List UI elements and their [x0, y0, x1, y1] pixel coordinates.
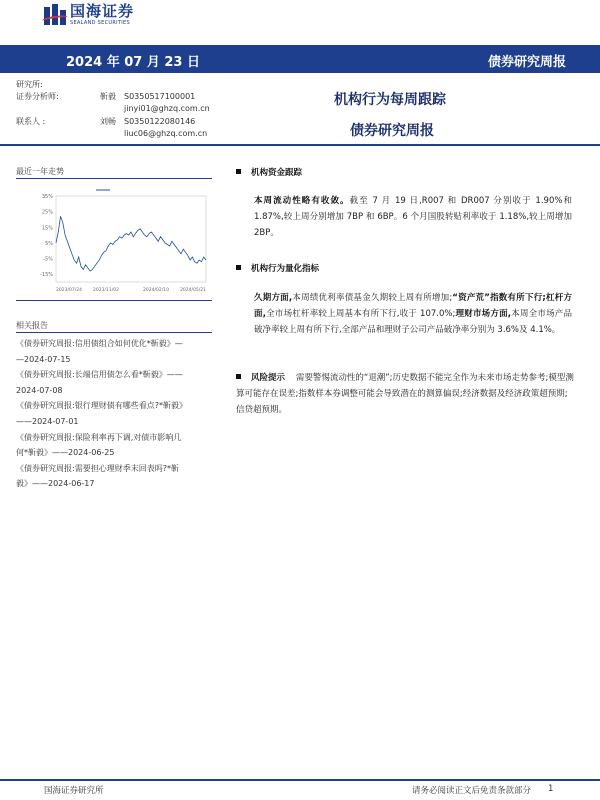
institute-label: 研究所:	[16, 80, 43, 89]
footer-disclaimer: 请务必阅读正文后免责条款部分	[412, 786, 532, 796]
related-line[interactable]: 《债券研究周报:长端信用债怎么看*靳毅》——	[16, 370, 183, 380]
analyst-cert: S0350517100001	[124, 92, 196, 102]
trend-chart	[34, 184, 210, 300]
y-tick-label: 25%	[41, 209, 53, 216]
related-line[interactable]: 《债券研究周报:需要担心理财季末回表吗?*靳	[16, 463, 179, 473]
quant-paragraph: 久期方面,本周绩优利率债基金久期较上周有所增加;“资产荒”指数有所下行;杠杆方面,全市场杠杆率较上周基本有所下行,收于 107.0%;理财市场方面,本周全市场产品破净率较上周有所下行,全部产品和理财子公司产品破净率分别为 3.6%及 4.1%。	[254, 293, 573, 336]
logo-name-cn: 国海证券	[70, 2, 135, 20]
contact-label: 联系人 :	[16, 116, 46, 126]
logo-mark-icon	[44, 4, 66, 26]
report-title: 机构行为每周跟踪	[334, 92, 446, 108]
related-divider	[16, 332, 212, 333]
chart-frame	[56, 196, 206, 282]
section-heading-quant: 机构行为量化指标	[236, 262, 319, 274]
related-reports-list	[16, 336, 216, 492]
quant-asset-index: “资产荒”指数有所下行;	[452, 293, 546, 303]
trend-label: 最近一年走势	[16, 167, 64, 176]
footer-institute: 国海证券研究所	[44, 786, 104, 796]
x-tick-label: 2024/02/10	[143, 288, 169, 293]
company-logo	[44, 2, 134, 28]
x-tick-label: 2024/05/21	[180, 288, 206, 293]
series-line	[56, 216, 206, 271]
risk-warning	[236, 370, 574, 419]
related-line: ——2024-07-01	[16, 416, 79, 426]
trend-divider	[16, 178, 212, 179]
bullet-square-icon	[236, 265, 241, 270]
quant-duration-label: 久期方面,	[254, 293, 293, 303]
quant-leverage-label: 杠杆方面,	[254, 293, 573, 320]
related-line: 毅》——2024-06-17	[16, 479, 95, 489]
contact-cert: S0350122080146	[124, 116, 196, 126]
related-line: —2024-07-15	[16, 354, 71, 364]
y-tick-label: 15%	[41, 225, 53, 232]
analyst-name: 靳毅	[100, 92, 116, 102]
related-line: 2024-07-08	[16, 385, 63, 395]
chart-bottom-divider	[16, 300, 212, 301]
risk-text: 需要警惕流动性的“退潮”;历史数据不能完全作为未来市场走势参考;模型测算可能存在误差;指数样本券调整可能会导致潜在的测算偏误;经济数据及经济政策超预期;信贷超预期。	[236, 373, 574, 416]
footer-divider	[0, 779, 600, 781]
header-banner	[0, 45, 600, 73]
report-date: 2024 年 07 月 23 日	[66, 55, 200, 70]
y-tick-label: -15%	[40, 272, 53, 279]
x-tick-label: 2023/11/02	[93, 288, 119, 293]
x-tick-label: 2023/07/24	[56, 288, 82, 293]
related-reports-label: 相关报告	[16, 321, 48, 330]
analyst-email[interactable]: jinyi01@ghzq.com.cn	[124, 104, 210, 114]
contact-email[interactable]: liuc06@ghzq.com.cn	[124, 128, 208, 138]
funds-lead: 本周流动性略有收敛。	[254, 196, 350, 206]
analyst-label: 证券分析师:	[16, 92, 59, 102]
funds-text: 截至 7 月 19 日,R007 和 DR007 分别收于 1.90%和 1.87%,较上周分别增加 7BP 和 6BP。6 个月国股转贴利率收于 1.18%,较上周增加 2BP。	[254, 196, 572, 239]
y-tick-label: 5%	[45, 240, 53, 247]
related-line[interactable]: 《债券研究周报:银行理财债有哪些看点?*靳毅》	[16, 401, 187, 411]
author-block	[16, 79, 210, 140]
related-line[interactable]: 《债券研究周报:信用债组合如何优化*靳毅》—	[16, 339, 183, 348]
y-tick-label: -5%	[43, 256, 53, 263]
related-line[interactable]: 《债券研究周报:保险利率再下调,对债市影响几	[16, 432, 182, 442]
funds-paragraph	[254, 193, 572, 242]
contact-name: 刘畅	[100, 116, 116, 126]
y-tick-label: 35%	[41, 194, 53, 200]
related-line: 何*靳毅》——2024-06-25	[16, 448, 115, 458]
bullet-square-icon	[236, 169, 241, 174]
report-subtitle: 债券研究周报	[350, 123, 434, 139]
logo-name-en: SEALAND SECURITIES	[70, 20, 130, 26]
page-number: 1	[548, 784, 554, 794]
section-heading-funds: 机构资金跟踪	[236, 166, 302, 178]
report-type: 债券研究周报	[487, 55, 566, 70]
risk-heading: 风险提示	[251, 373, 286, 383]
bullet-square-icon	[236, 374, 241, 379]
quant-wm-label: 理财市场方面,	[455, 309, 512, 320]
header-divider	[0, 144, 600, 146]
